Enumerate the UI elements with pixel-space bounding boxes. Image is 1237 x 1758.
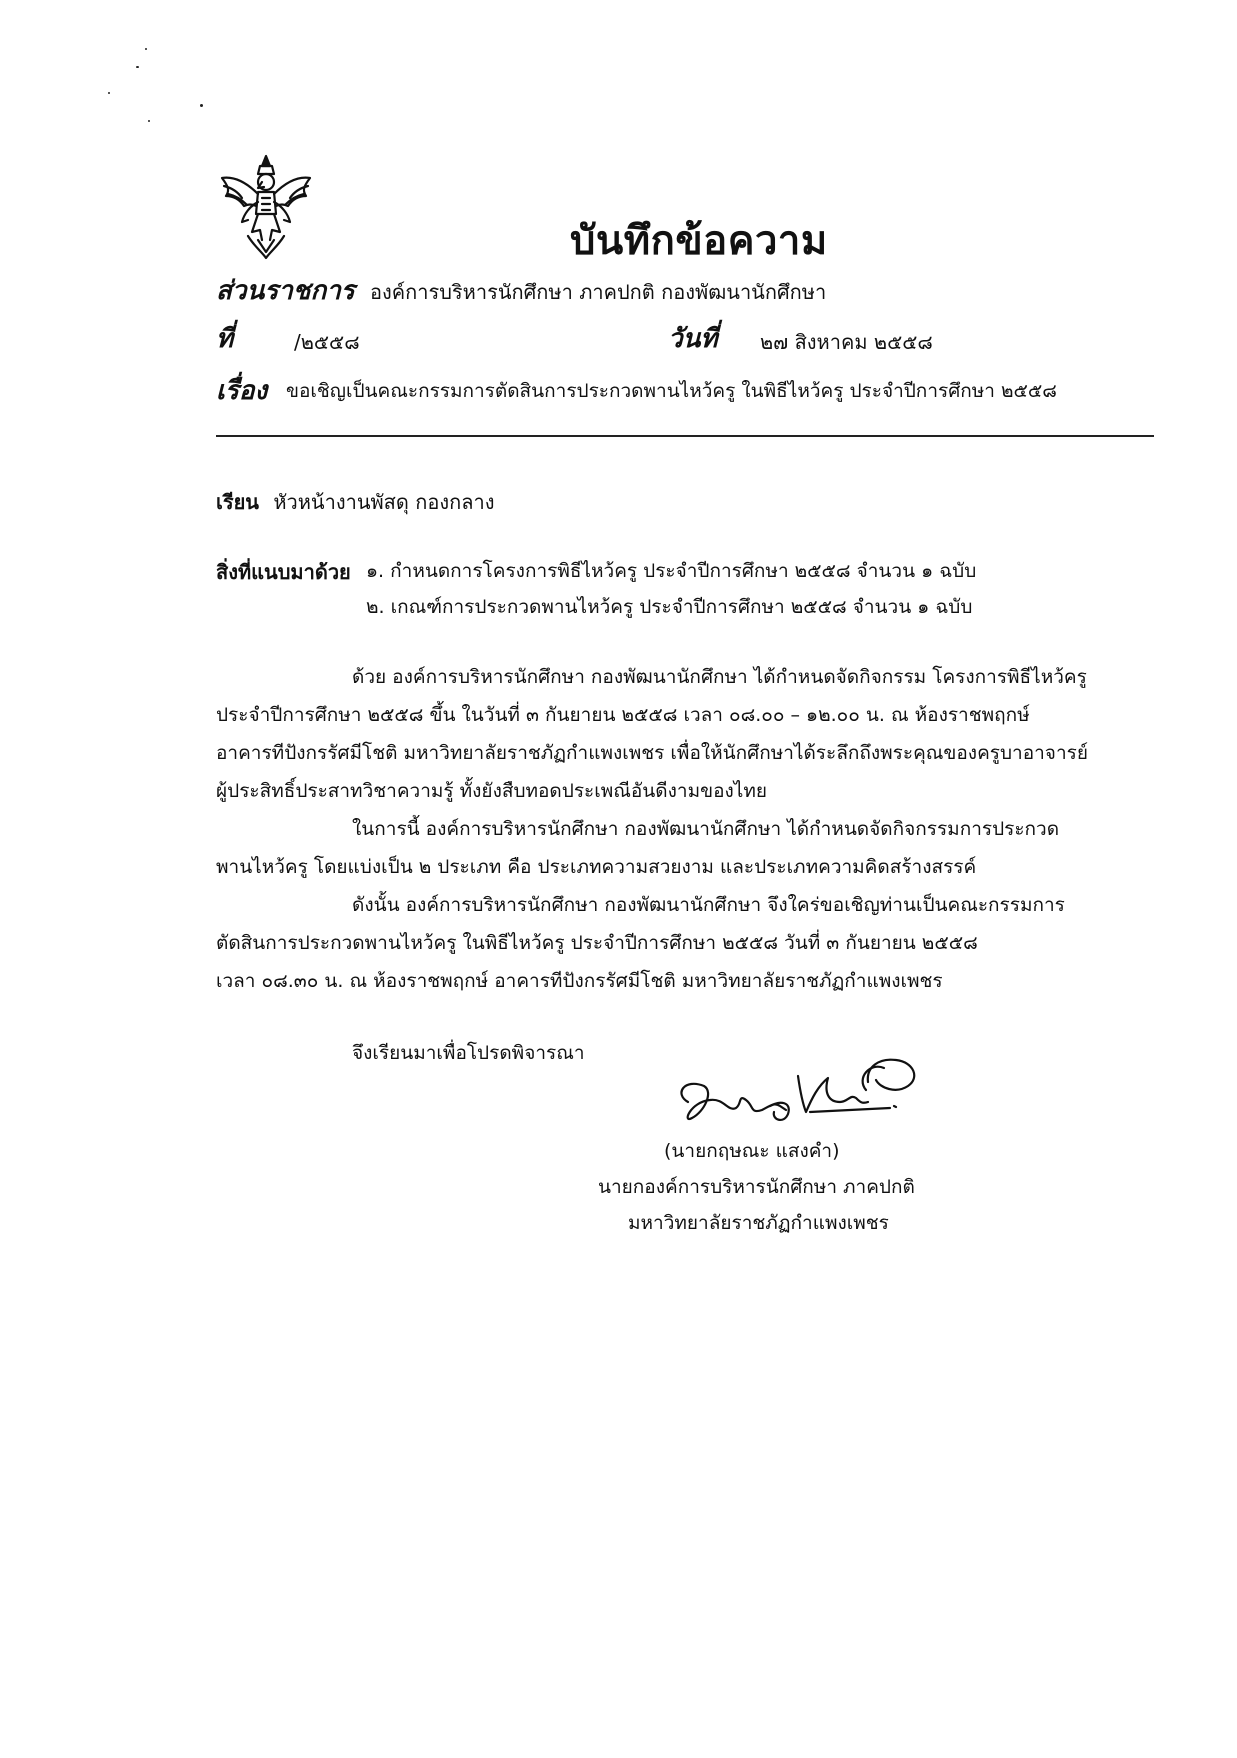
subject-value: ขอเชิญเป็นคณะกรรมการตัดสินการประกวดพานไหว้ครู ในพิธีไหว้ครู ประจำปีการศึกษา ๒๕๕๘ <box>286 380 1057 402</box>
scan-speck <box>145 48 147 50</box>
signatory-name: (นายกฤษณะ แสงคำ) <box>664 1140 840 1162</box>
body-line: ในการนี้ องค์การบริหารนักศึกษา กองพัฒนานักศึกษา ได้กำหนดจัดกิจกรรมการประกวด <box>352 818 1060 840</box>
body-line: ด้วย องค์การบริหารนักศึกษา กองพัฒนานักศึกษา ได้กำหนดจัดกิจกรรม โครงการพิธีไหว้ครู <box>352 666 1087 688</box>
salutation-label: เรียน <box>216 490 259 514</box>
memo-title: บันทึกข้อความ <box>570 218 828 264</box>
scan-speck <box>200 104 203 107</box>
attachments-label: สิ่งที่แนบมาด้วย <box>216 560 351 584</box>
scan-speck <box>148 120 150 122</box>
body-line: เวลา ๐๘.๓๐ น. ณ ห้องราชพฤกษ์ อาคารทีปังกรรัศมีโชติ มหาวิทยาลัยราชภัฏกำแพงเพชร <box>216 970 943 992</box>
ref-value: /๒๕๕๘ <box>294 330 360 354</box>
date-label: วันที่ <box>668 324 718 354</box>
garuda-emblem-icon <box>218 152 314 262</box>
body-line: ประจำปีการศึกษา ๒๕๕๘ ขึ้น ในวันที่ ๓ กันยายน ๒๕๕๘ เวลา ๐๘.๐๐ – ๑๒.๐๐ น. ณ ห้องราชพฤกษ์ <box>216 704 1030 726</box>
body-line: ตัดสินการประกวดพานไหว้ครู ในพิธีไหว้ครู ประจำปีการศึกษา ๒๕๕๘ วันที่ ๓ กันยายน ๒๕๕๘ <box>216 932 978 954</box>
body-line: ผู้ประสิทธิ์ประสาทวิชาความรู้ ทั้งยังสืบทอดประเพณีอันดีงามของไทย <box>216 780 767 802</box>
scan-speck <box>136 66 139 68</box>
header-divider <box>216 435 1154 437</box>
agency-label: ส่วนราชการ <box>216 276 355 306</box>
body-line: อาคารทีปังกรรัศมีโชติ มหาวิทยาลัยราชภัฏกำแพงเพชร เพื่อให้นักศึกษาได้ระลึกถึงพระคุณของครูบาอาจารย์ <box>216 742 1088 764</box>
body-line: ดังนั้น องค์การบริหารนักศึกษา กองพัฒนานักศึกษา จึงใคร่ขอเชิญท่านเป็นคณะกรรมการ <box>352 894 1065 916</box>
signatory-organization: มหาวิทยาลัยราชภัฏกำแพงเพชร <box>628 1212 889 1234</box>
closing-line: จึงเรียนมาเพื่อโปรดพิจารณา <box>352 1042 585 1064</box>
date-value: ๒๗ สิงหาคม ๒๕๕๘ <box>760 330 933 354</box>
attachment-item: ๒. เกณฑ์การประกวดพานไหว้ครู ประจำปีการศึกษา ๒๕๕๘ จำนวน ๑ ฉบับ <box>366 596 973 618</box>
signatory-position: นายกองค์การบริหารนักศึกษา ภาคปกติ <box>598 1176 915 1198</box>
body-line: พานไหว้ครู โดยแบ่งเป็น ๒ ประเภท คือ ประเภทความสวยงาม และประเภทความคิดสร้างสรรค์ <box>216 856 977 878</box>
salutation <box>216 486 494 518</box>
ref-label: ที่ <box>216 324 234 354</box>
subject-label: เรื่อง <box>216 376 268 406</box>
salutation-value: หัวหน้างานพัสดุ กองกลาง <box>273 490 495 514</box>
scan-speck <box>108 92 110 94</box>
attachment-item: ๑. กำหนดการโครงการพิธีไหว้ครู ประจำปีการศึกษา ๒๕๕๘ จำนวน ๑ ฉบับ <box>366 560 977 582</box>
agency-value: องค์การบริหารนักศึกษา ภาคปกติ กองพัฒนานักศึกษา <box>370 280 827 304</box>
handwritten-signature <box>670 1042 930 1142</box>
